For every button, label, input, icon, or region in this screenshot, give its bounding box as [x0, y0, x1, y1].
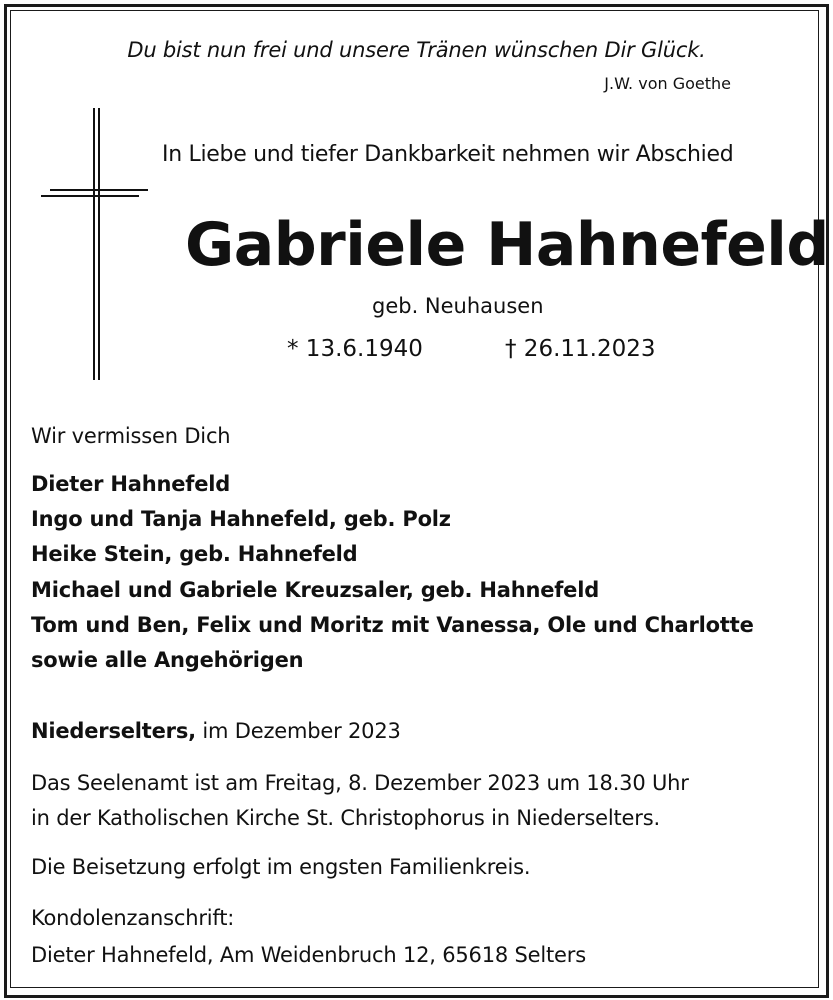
condolence-address: Dieter Hahnefeld, Am Weidenbruch 12, 65618 Selters [31, 943, 586, 967]
quote-text: Du bist nun frei und unsere Tränen wünschen Dir Glück. [127, 38, 706, 62]
deceased-name: Gabriele Hahnefeld [185, 210, 829, 280]
death-date: † 26.11.2023 [505, 336, 656, 362]
farewell-intro: In Liebe und tiefer Dankbarkeit nehmen wir Abschied [162, 142, 734, 167]
quote-author: J.W. von Goethe [604, 74, 731, 93]
mourner-name: Heike Stein, geb. Hahnefeld [31, 542, 358, 566]
place: Niederselters, [31, 719, 196, 743]
service-line-2: in der Katholischen Kirche St. Christophorus in Niederselters. [31, 806, 660, 830]
place-date [31, 719, 401, 743]
mourner-name: Dieter Hahnefeld [31, 472, 231, 496]
mourners-intro: Wir vermissen Dich [31, 424, 231, 448]
service-line-1: Das Seelenamt ist am Freitag, 8. Dezember 2023 um 18.30 Uhr [31, 771, 689, 795]
mourner-name: Tom und Ben, Felix und Moritz mit Vanessa, Ole und Charlotte [31, 613, 754, 637]
condolence-label: Kondolenzanschrift: [31, 906, 235, 930]
date: im Dezember 2023 [202, 719, 401, 743]
mourner-name: Ingo und Tanja Hahnefeld, geb. Polz [31, 507, 451, 531]
burial-note: Die Beisetzung erfolgt im engsten Familienkreis. [31, 855, 531, 879]
birth-date: * 13.6.1940 [287, 336, 423, 362]
mourner-name: sowie alle Angehörigen [31, 648, 304, 672]
maiden-name: geb. Neuhausen [372, 294, 544, 318]
cross-icon [40, 108, 150, 380]
mourner-name: Michael und Gabriele Kreuzsaler, geb. Hahnefeld [31, 578, 600, 602]
